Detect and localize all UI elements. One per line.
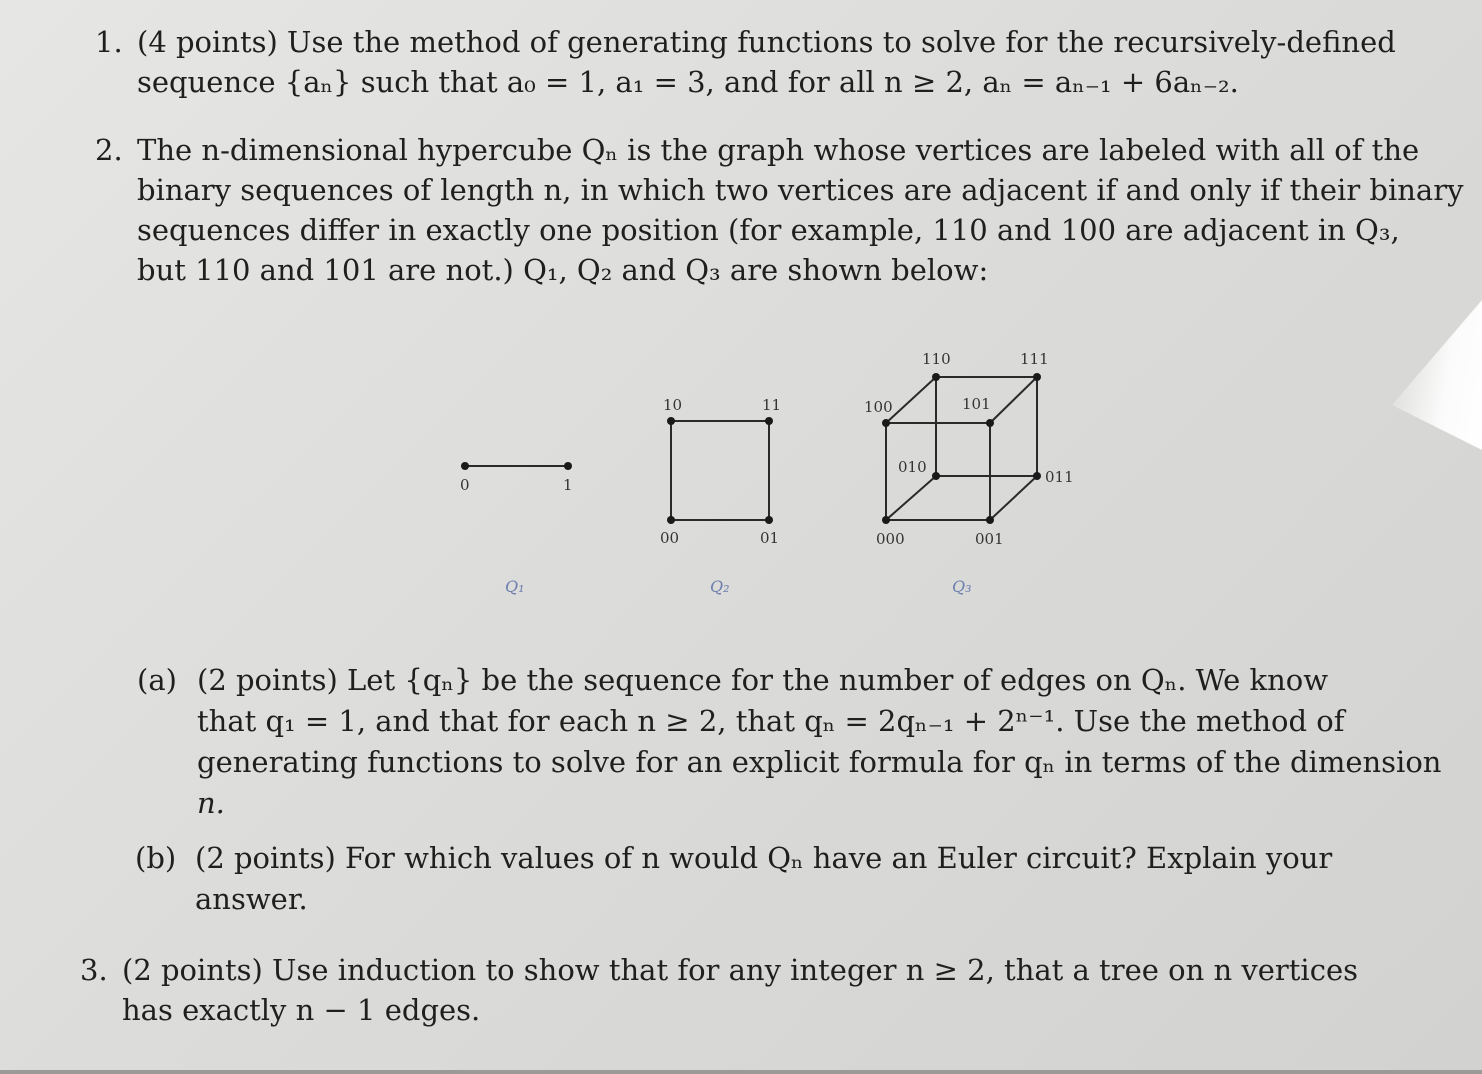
- problem-2-line-1: The n-dimensional hypercube Qₙ is the graph whose vertices are labeled with all of the: [137, 133, 1420, 167]
- q2-label-10: 10: [663, 396, 683, 414]
- q3-label-111: 111: [1020, 350, 1049, 368]
- q3-vertex-101: [986, 419, 994, 427]
- q2-caption: Q₂: [710, 577, 730, 596]
- q2-vertex-10: [667, 417, 675, 425]
- problem-2a-line-3: generating functions to solve for an explicit formula for qₙ in terms of the dimension: [197, 745, 1442, 779]
- problem-3-line-2: has exactly n − 1 edges.: [122, 993, 481, 1027]
- hypercube-figure: [0, 330, 1482, 620]
- q2-square: [671, 421, 769, 520]
- q3-edge: [990, 377, 1037, 423]
- problem-2b-line-2: answer.: [195, 882, 308, 916]
- q2-vertex-01: [765, 516, 773, 524]
- q2-label-01: 01: [760, 529, 780, 547]
- q3-vertex-100: [882, 419, 890, 427]
- q2-vertex-00: [667, 516, 675, 524]
- q1-caption: Q₁: [505, 577, 525, 596]
- q1-label-1: 1: [563, 476, 573, 494]
- q1-label-0: 0: [460, 476, 470, 494]
- q3-caption: Q₃: [952, 577, 972, 596]
- q3-label-010: 010: [898, 458, 927, 476]
- q1-graph: [460, 462, 573, 596]
- problem-2b-line-1: (2 points) For which values of n would Qₙ have an Euler circuit? Explain your: [195, 841, 1333, 875]
- problem-3-line-1: (2 points) Use induction to show that for any integer n ≥ 2, that a tree on n vertices: [122, 953, 1358, 987]
- paper-bottom-edge: [0, 1070, 1482, 1074]
- problem-2-line-4: but 110 and 101 are not.) Q₁, Q₂ and Q₃ are shown below:: [137, 253, 989, 287]
- problem-1-line-2: sequence {aₙ} such that a₀ = 1, a₁ = 3, and for all n ≥ 2, aₙ = aₙ₋₁ + 6aₙ₋₂.: [137, 65, 1239, 99]
- problem-2a-line-2: that q₁ = 1, and that for each n ≥ 2, that qₙ = 2qₙ₋₁ + 2ⁿ⁻¹. Use the method of: [197, 704, 1345, 738]
- problem-2-line-3: sequences differ in exactly one position (for example, 110 and 100 are adjacent in Q₃,: [137, 213, 1400, 247]
- q3-vertex-010: [932, 472, 940, 480]
- q3-label-100: 100: [864, 398, 893, 416]
- q3-vertex-110: [932, 373, 940, 381]
- q3-vertex-111: [1033, 373, 1041, 381]
- q3-vertex-011: [1033, 472, 1041, 480]
- part-label: (a): [137, 663, 177, 697]
- q3-graph: [864, 350, 1074, 596]
- problem-2a-line-1: (2 points) Let {qₙ} be the sequence for the number of edges on Qₙ. We know: [197, 663, 1329, 697]
- problem-1-line-1: (4 points) Use the method of generating functions to solve for the recursively-defined: [137, 25, 1396, 59]
- q3-vertex-000: [882, 516, 890, 524]
- q3-label-001: 001: [975, 530, 1004, 548]
- q2-label-00: 00: [660, 529, 680, 547]
- q3-vertex-001: [986, 516, 994, 524]
- problem-2-line-2: binary sequences of length n, in which two vertices are adjacent if and only if their binary: [137, 173, 1464, 207]
- problem-number: 1.: [95, 25, 123, 59]
- q2-vertex-11: [765, 417, 773, 425]
- q3-label-011: 011: [1045, 468, 1074, 486]
- problem-number: 3.: [80, 953, 108, 987]
- q3-label-101: 101: [962, 395, 991, 413]
- q3-label-000: 000: [876, 530, 905, 548]
- q3-edge: [886, 476, 936, 520]
- q3-label-110: 110: [922, 350, 951, 368]
- problem-2a-line-4: n.: [197, 786, 225, 820]
- q1-vertex-0: [461, 462, 469, 470]
- q1-vertex-1: [564, 462, 572, 470]
- q3-edge: [990, 476, 1037, 520]
- part-label: (b): [135, 841, 177, 875]
- q2-graph: [660, 396, 781, 596]
- q2-label-11: 11: [762, 396, 782, 414]
- problem-number: 2.: [95, 133, 123, 167]
- q3-edge: [886, 377, 936, 423]
